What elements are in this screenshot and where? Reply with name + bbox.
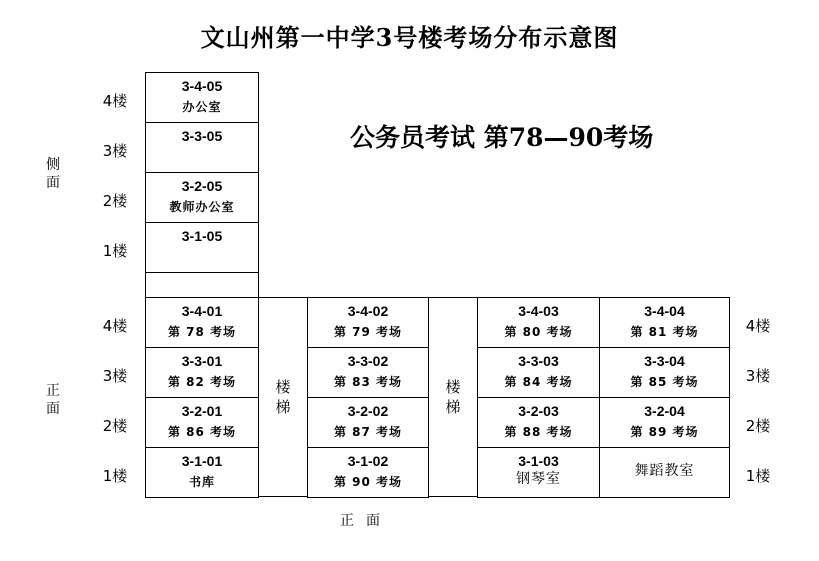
side-floor-3-label: 3楼 <box>102 142 128 160</box>
room-3-3-04: 3-3-04 第 85 考场 <box>599 347 730 398</box>
staircase-right-label: 楼 梯 <box>445 378 461 416</box>
room-3-2-04: 3-2-04 第 89 考场 <box>599 397 730 448</box>
room-3-3-01: 3-3-01 第 82 考场 <box>145 347 259 398</box>
room-3-1-03: 3-1-03 钢琴室 <box>477 447 600 498</box>
front-face-label: 正 面 <box>46 383 60 417</box>
room-3-3-03: 3-3-03 第 84 考场 <box>477 347 600 398</box>
exam-subtitle: 公务员考试 第78—90考场 <box>350 123 654 152</box>
side-floor-4-label: 4楼 <box>102 92 128 110</box>
front-floor-3-label-right: 3楼 <box>745 367 771 385</box>
side-floor-2-label: 2楼 <box>102 192 128 210</box>
room-3-4-05: 3-4-05 办公室 <box>145 72 259 123</box>
front-floor-4-label-right: 4楼 <box>745 317 771 335</box>
room-3-4-03: 3-4-03 第 80 考场 <box>477 297 600 348</box>
room-3-2-02: 3-2-02 第 87 考场 <box>307 397 429 448</box>
room-3-1-01: 3-1-01 书库 <box>145 447 259 498</box>
room-3-1-02: 3-1-02 第 90 考场 <box>307 447 429 498</box>
room-3-2-05: 3-2-05 教师办公室 <box>145 172 259 223</box>
front-floor-1-label-right: 1楼 <box>745 467 771 485</box>
room-3-4-02: 3-4-02 第 79 考场 <box>307 297 429 348</box>
front-floor-2-label-right: 2楼 <box>745 417 771 435</box>
room-3-2-03: 3-2-03 第 88 考场 <box>477 397 600 448</box>
front-floor-3-label-left: 3楼 <box>102 367 128 385</box>
front-floor-1-label-left: 1楼 <box>102 467 128 485</box>
room-3-2-01: 3-2-01 第 86 考场 <box>145 397 259 448</box>
room-3-4-01: 3-4-01 第 78 考场 <box>145 297 259 348</box>
front-bottom-label: 正面 <box>340 513 392 529</box>
front-floor-2-label-left: 2楼 <box>102 417 128 435</box>
room-3-3-02: 3-3-02 第 83 考场 <box>307 347 429 398</box>
diagram-title: 文山州第一中学3号楼考场分布示意图 <box>200 23 619 52</box>
room-dance-classroom: 舞蹈教室 <box>599 447 730 498</box>
room-3-1-05: 3-1-05 <box>145 222 259 273</box>
room-3-4-04: 3-4-04 第 81 考场 <box>599 297 730 348</box>
side-face-label: 侧 面 <box>46 157 60 191</box>
wing-connector <box>145 272 259 298</box>
staircase-left-label: 楼 梯 <box>275 378 291 416</box>
room-3-3-05: 3-3-05 <box>145 122 259 173</box>
side-floor-1-label: 1楼 <box>102 242 128 260</box>
front-floor-4-label-left: 4楼 <box>102 317 128 335</box>
